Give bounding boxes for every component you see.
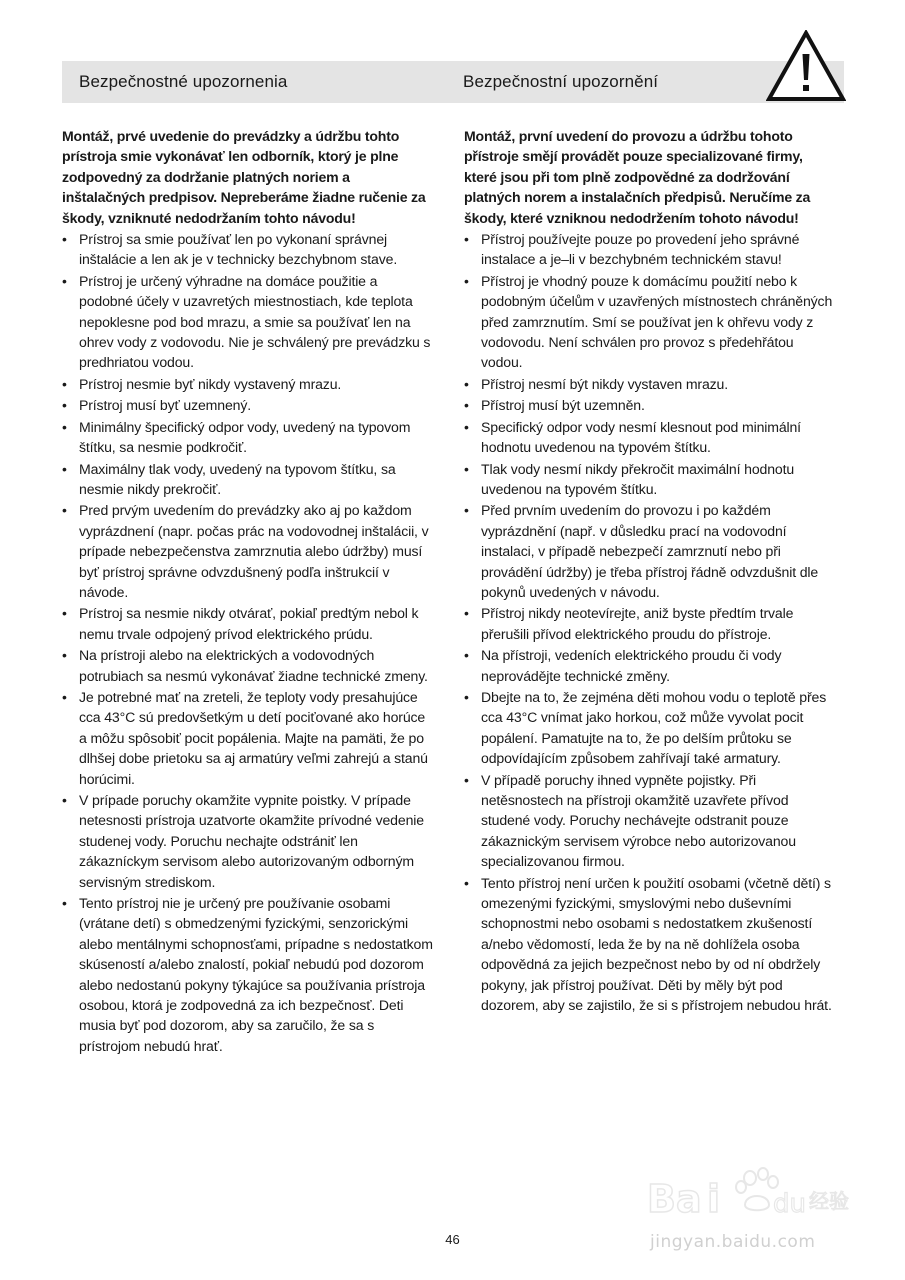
svg-text:i: i [707, 1177, 721, 1221]
list-item: • Dbejte na to, že zejména děti mohou vodu o teplotě přes cca 43°C vnímat jako horkou, což může vyvolat pocit popálení. Pamatujte na to, že po delším průtoku se odpovídajícím způsobem zahřívají také armatury. [464, 687, 836, 769]
watermark-url: jingyan.baidu.com [650, 1232, 816, 1252]
list-item: • Na přístroji, vedeních elektrického proudu či vody neprovádějte technické změny. [464, 645, 836, 686]
list-item: • Prístroj musí byť uzemnený. [62, 395, 434, 415]
svg-text:Ba: Ba [647, 1177, 702, 1221]
list-item: • Tlak vody nesmí nikdy překročit maximální hodnotu uvedenou na typovém štítku. [464, 459, 836, 500]
header-title-sk: Bezpečnostné upozornenia [79, 72, 288, 91]
list-item: • Pred prvým uvedením do prevádzky ako aj po každom vyprázdnení (napr. počas prác na vodovodnej inštalácii, v prípade nebezpečenstva zamrznutia alebo údržby) musí byť prístroj správne odvzdušnený podľa inštrukcií v návode. [62, 500, 434, 602]
list-item: • Na prístroji alebo na elektrických a vodovodných potrubiach sa nesmú vykonávať žiadne technické zmeny. [62, 645, 434, 686]
list-item: • Před prvním uvedením do provozu i po každém vyprázdnění (např. v důsledku prací na vodovodní instalaci, v případě nebezpečí zamrznutí nebo při provádění údržby) je třeba přístroj řádně odvzdušnit dle pokynů uvedených v návodu. [464, 500, 836, 602]
warning-triangle-icon [766, 30, 846, 102]
list-item: • Přístroj je vhodný pouze k domácímu použití nebo k podobným účelům v uzavřených místnostech chráněných před zamrznutím. Smí se používat jen k ohřevu vody z vodovodu. Není schválen pro provoz s předehřátou vodou. [464, 271, 836, 373]
list-item: • Prístroj je určený výhradne na domáce použitie a podobné účely v uzavretých miestnostiach, kde teplota nepoklesne pod bod mrazu, a smie sa používať len na ohrev vody z vodovodu. Nie je schválený pre prevádzku s predhriatou vodou. [62, 271, 434, 373]
intro-sk: Montáž, prvé uvedenie do prevádzky a údržbu tohto prístroja smie vykonávať len odborník, ktorý je plne zodpovedný za dodržanie platných noriem a inštalačných predpisov. Nepreberáme žiadne ručenie za škody, vzniknuté nedodržaním tohto návodu! [62, 128, 426, 226]
list-item: • Prístroj sa nesmie nikdy otvárať, pokiaľ predtým nebol k nemu trvale odpojený prívod elektrického prúdu. [62, 603, 434, 644]
intro-cs: Montáž, první uvedení do provozu a údržbu tohoto přístroje smějí provádět pouze specializované firmy, které jsou při tom plně zodpovědné za dodržování platných norem a instalačních předpisů. Neručíme za škody, které vzniknou nedodržením tohoto návodu! [464, 128, 811, 226]
list-item: • Přístroj nesmí být nikdy vystaven mrazu. [464, 374, 836, 394]
list-item: • Prístroj sa smie používať len po vykonaní správnej inštalácie a len ak je v technicky bezchybnom stave. [62, 229, 434, 270]
header-title-cs: Bezpečnostní upozornění [463, 72, 659, 91]
list-item: • V prípade poruchy okamžite vypnite poistky. V prípade netesnosti prístroja uzatvorte okamžite prívodné vedenie studenej vody. Poruchu nechajte odstrániť len zákazníckym servisom alebo autorizovaným odborným servisným strediskom. [62, 790, 434, 892]
list-item: • Tento přístroj není určen k použití osobami (včetně dětí) s omezenými fyzickými, smyslovými nebo duševními schopnostmi nebo osobami s nedostatkem zkušeností a/nebo vědomostí, leda že by na ně dohlížela osoba odpovědná za jejich bezpečnost nebo by od ní obdržely pokyny, jak přístroj používat. Děti by měly být pod dozorem, aby se zajistilo, že si s přístrojem nebudou hrát. [464, 873, 836, 1016]
list-sk [62, 229, 434, 1056]
list-item: • Přístroj používejte pouze po provedení jeho správné instalace a je–li v bezchybném technickém stavu! [464, 229, 836, 270]
baidu-watermark-logo [645, 1160, 855, 1230]
list-item: • Tento prístroj nie je určený pre používanie osobami (vrátane detí) s obmedzenými fyzickými, senzorickými alebo mentálnymi schopnosťami, prípadne s nedostatkom skúseností a/alebo znalostí, pokiaľ nebudú pod dozorom alebo nedostanú pokyny týkajúce sa používania prístroja osobou, ktorá je zodpovedná za ich bezpečnosť. Deti musia byť pod dozorom, aby sa zaručilo, že sa s prístrojom nebudú hrať. [62, 893, 434, 1056]
column-slovak [62, 126, 434, 1057]
column-czech [464, 126, 836, 1016]
list-item: • Je potrebné mať na zreteli, že teploty vody presahujúce cca 43°C sú predovšetkým u detí pociťované ako horúce a môžu spôsobiť pocit popálenia. Majte na pamäti, že po dlhšej dobe prietoku sa aj armatúry veľmi zahrejú a stanú horúcimi. [62, 687, 434, 789]
svg-text:du: du [773, 1189, 806, 1219]
list-item: • Prístroj nesmie byť nikdy vystavený mrazu. [62, 374, 434, 394]
list-item: • Maximálny tlak vody, uvedený na typovom štítku, sa nesmie nikdy prekročiť. [62, 459, 434, 500]
list-item: • Přístroj musí být uzemněn. [464, 395, 836, 415]
svg-text:经验: 经验 [809, 1189, 849, 1213]
list-cs [464, 229, 836, 1015]
list-item: • Specifický odpor vody nesmí klesnout pod minimální hodnotu uvedenou na typovém štítku. [464, 417, 836, 458]
list-item: • V případě poruchy ihned vypněte pojistky. Při netěsnostech na přístroji okamžitě uzavřete přívod studené vody. Poruchy nechávejte odstranit pouze zákaznickým servisem výrobce nebo autorizovanou specializovanou firmou. [464, 770, 836, 872]
page-number: 46 [445, 1232, 460, 1247]
list-item: • Minimálny špecifický odpor vody, uvedený na typovom štítku, sa nesmie podkročiť. [62, 417, 434, 458]
list-item: • Přístroj nikdy neotevírejte, aniž byste předtím trvale přerušili přívod elektrického proudu do přístroje. [464, 603, 836, 644]
